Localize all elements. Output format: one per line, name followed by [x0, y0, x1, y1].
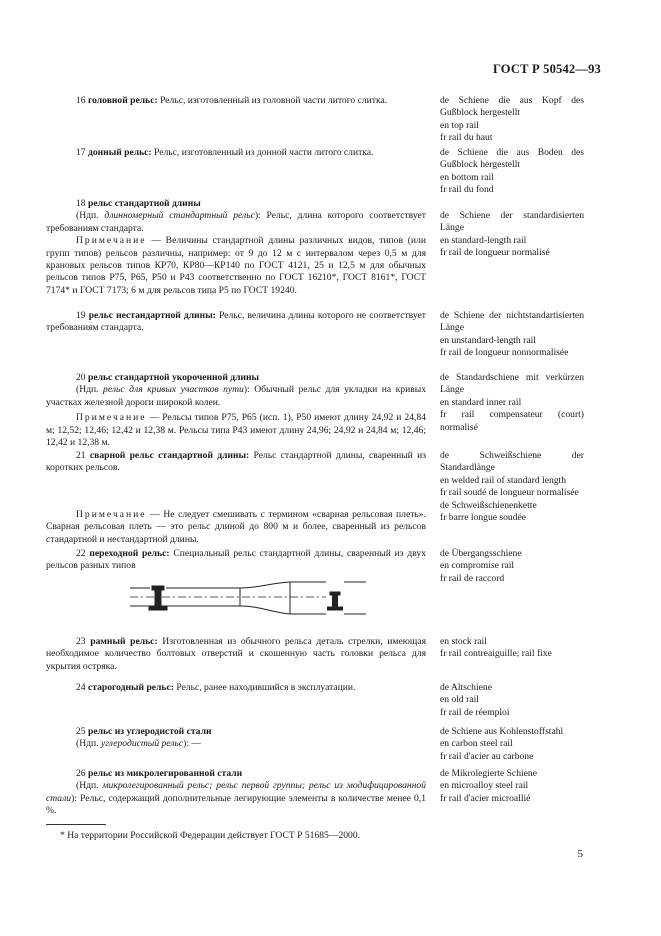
translations-19: de Schiene der nichtstandartisierten Länge en unstandard-length rail fr rail de longueur nonnormalisée	[440, 310, 584, 359]
term-entry-19: 19 рельс нестандартной длины: Рельс, величина длины которого не соответствует требованиям стандарта.	[46, 310, 426, 334]
term-entry-17: 17 донный рельс: Рельс, изготовленный из донной части литого слитка.	[76, 147, 374, 158]
term-entry-18: 18 рельс стандартной длины (Ндп. длинномерный стандартный рельс): Рельс, длина которого соответствует требованиям стандарта. Примечание — Величины стандартной длины различных видов, типов (или групп типов) рельсов различны, например: от 9 до 12 м с интервалом через 0,5 м для крановых рельсов типов КР70, КР80—КР140 по ГОСТ 4121, 25 и 12,5 м для обычных рельсов типов Р75, Р65, Р50 и Р43 соответственно по ГОСТ 16210*, ГОСТ 8161*, ГОСТ 7174* и ГОСТ 7173; 6 м для рельсов типа Р5 по ГОСТ 19240.	[46, 198, 426, 296]
note: Примечание — Рельсы типов Р75, Р65 (исп. 1), Р50 имеют длину 24,92 и 24,84 м; 12,52; 12,46; 12,42 и 12,38 м. Рельсы типа Р43 имеют длину 24,96; 24,92 и 24,84 м; 12,46; 12,42 и 12,38 м.	[46, 412, 426, 449]
translations-26: de Mikrolegierte Schiene en microalloy steel rail fr rail d'acier microallié	[440, 768, 537, 804]
translations-24: de Altschiene en old rail fr rail de réemploi	[440, 682, 510, 718]
term-entry-21: 21 сварной рельс стандартной длины: Рельс стандартной длины, сваренный из коротких рельсов. Примечание — Не следует смешивать с термином «сварная рельсовая плеть». Сварная рельсовая плеть — это рельс длиной до 800 м и более, сваренный из рельсов стандартной и нестандартной длины.	[46, 450, 426, 545]
term: рельс нестандартной длины:	[88, 310, 216, 321]
translations-18: de Schiene der standardisierten Länge en standard-length rail fr rail de longueur normalisé	[440, 210, 584, 259]
term-entry-22: 22 переходной рельс: Специальный рельс стандартной длины, сваренный из двух рельсов разных типов	[46, 548, 427, 572]
term-entry-20: 20 рельс стандартной укороченной длины (Ндп. рельс для кривых участков пути): Обычный рельс для укладки на кривых участках железной дороги широкой колеи. Примечание — Рельсы типов Р75, Р65 (исп. 1), Р50 имеют длину 24,92 и 24,84 м; 12,52; 12,46; 12,42 и 12,38 м. Рельсы типа Р43 имеют длину 24,96; 24,92 и 24,84 м; 12,46; 12,42 и 12,38 м.	[46, 372, 427, 449]
translations-16: de Schiene die aus Kopf des Gußblock hergestellt en top rail fr rail du haut	[440, 95, 584, 144]
term: старогодный рельс:	[88, 682, 174, 693]
term: рельс из микролегированной стали	[88, 768, 243, 779]
term: донный рельс:	[88, 147, 152, 158]
translations-23: en stock rail fr rail contreaiguille; rail fixe	[440, 636, 552, 660]
page-number: 5	[577, 848, 583, 860]
term: рельс стандартной укороченной длины	[88, 372, 260, 383]
footnote-separator	[46, 824, 106, 825]
term: рельс стандартной длины	[88, 198, 201, 209]
term: переходной рельс:	[89, 548, 170, 559]
footnote: * На территории Российской Федерации действует ГОСТ Р 51685—2000.	[60, 830, 361, 841]
term-entry-16: 16 головной рельс: Рельс, изготовленный из головной части литого слитка.	[76, 95, 388, 106]
term: рамный рельс:	[90, 636, 158, 647]
translations-17: de Schiene die aus Boden des Gußblock hergestellt en bottom rail fr rail du fond	[440, 147, 584, 196]
term: головной рельс:	[88, 95, 158, 106]
translations-20: de Standardschiene mit verkürzen Länge en standard inner rail fr rail compensateur (court) normalisé	[440, 372, 584, 433]
note: Примечание — Величины стандартной длины различных видов, типов (или групп типов) рельсов различны, например: от 9 до 12 м с интервалом через 0,5 м для крановых рельсов типов КР70, КР80—КР140 по ГОСТ 4121, 25 и 12,5 м для обычных рельсов типов Р75, Р65, Р50 и Р43 соответственно по ГОСТ 16210*, ГОСТ 8161*, ГОСТ 7174* и ГОСТ 7173; 6 м для рельсов типа Р5 по ГОСТ 19240.	[46, 235, 426, 296]
translations-21: de Schweißschiene der Standardlänge en welded rail of standard length fr rail soudé de longueur normalisée de Schweißschienenkette fr barre longue soudée	[440, 450, 584, 524]
term-entry-23: 23 рамный рельс: Изготовленная из обычного рельса деталь стрелки, имеющая необходимое количество болтовых отверстий и скошенную часть головки рельса для укрытия остряка.	[46, 636, 426, 672]
term: сварной рельс стандартной длины:	[89, 450, 250, 461]
translations-25: de Schiene aus Kohlenstoffstahl en carbon steel rail fr rail d'acier au carbone	[440, 726, 564, 762]
term-entry-24: 24 старогодный рельс: Рельс, ранее находившийся в эксплуатации.	[76, 682, 356, 693]
document-header: ГОСТ Р 50542—93	[492, 62, 601, 76]
compromise-rail-drawing-icon	[130, 578, 366, 626]
term: рельс из углеродистой стали	[88, 726, 212, 737]
term-entry-25: 25 рельс из углеродистой стали (Ндп. углеродистый рельс): —	[76, 726, 212, 750]
translations-22: de Übergangsschiene en compromise rail fr rail de raccord	[440, 548, 522, 584]
term-entry-26: 26 рельс из микролегированной стали (Ндп. микролегированный рельс; рельс первой группы; рельс из модифицированной стали): Рельс, содержащий дополнительные легирующие элементы в количестве менее 0,1 %.	[46, 768, 426, 817]
note: Примечание — Не следует смешивать с термином «сварная рельсовая плеть». Сварная рельсовая плеть — это рельс длиной до 800 м и более, сваренный из рельсов стандартной и нестандартной длины.	[46, 508, 426, 545]
